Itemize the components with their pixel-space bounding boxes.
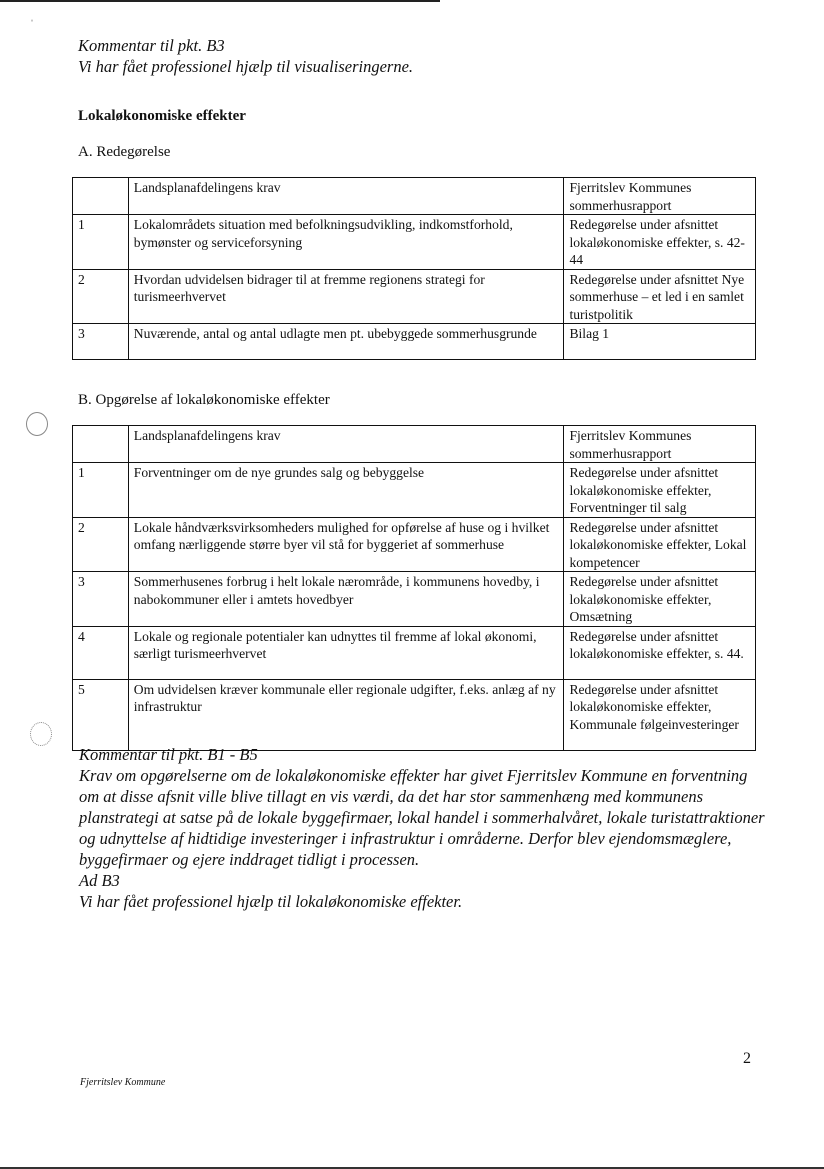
table-cell-krav: Lokalområdets situation med befolkningsudvikling, indkomstforhold, bymønster og serviceforsyning: [128, 215, 564, 270]
table-cell-krav: Om udvidelsen kræver kommunale eller regionale udgifter, f.eks. anlæg af ny infrastruktur: [128, 679, 564, 750]
table-header-rapport: Fjerritslev Kommunes sommerhusrapport: [564, 178, 756, 215]
comment-b-ad-text: Vi har fået professionel hjælp til lokaløkonomiske effekter.: [79, 892, 463, 911]
table-cell-ref: Redegørelse under afsnittet lokaløkonomiske effekter, Forventninger til salg: [564, 463, 756, 518]
table-header-rapport: Fjerritslev Kommunes sommerhusrapport: [564, 426, 756, 463]
table-row: [73, 463, 756, 518]
table-row: [73, 269, 756, 324]
table-cell-num: 1: [73, 463, 129, 518]
table-cell-krav: Forventninger om de nye grundes salg og bebyggelse: [128, 463, 564, 518]
scan-mark: ˌ: [30, 8, 34, 22]
comment-b-body: Krav om opgørelserne om de lokaløkonomiske effekter har givet Fjerritslev Kommune en forventning om at disse afsnit ville blive tillagt en vis værdi, da det har stor sammenhæng med kommunens planstrategi at satse på de lokale byggefirmaer, lokal handel i sommerhalvåret, lokale turistattraktioner og udnyttelse af hidtidige investeringer i infrastruktur i områderne. Derfor blev ejendomsmæglere, byggefirmaer og ejere inddraget tidligt i processen.: [79, 766, 765, 869]
table-cell-krav: Nuværende, antal og antal udlagte men pt. ubebyggede sommerhusgrunde: [128, 324, 564, 360]
table-cell-ref: Redegørelse under afsnittet lokaløkonomiske effekter, Lokal kompetencer: [564, 517, 756, 572]
punch-hole-mark: [30, 722, 52, 746]
page-number: 2: [743, 1050, 751, 1067]
table-cell-ref: Bilag 1: [564, 324, 756, 360]
comment-b-title: Kommentar til pkt. B1 - B5: [79, 745, 258, 764]
table-cell-num: 4: [73, 626, 129, 679]
section-title: Lokaløkonomiske effekter: [78, 108, 246, 124]
table-cell-num: [73, 178, 129, 215]
table-row: [73, 626, 756, 679]
table-row: [73, 215, 756, 270]
table-cell-ref: Redegørelse under afsnittet Nye sommerhuse – et led i en samlet turistpolitik: [564, 269, 756, 324]
section-b-heading: B. Opgørelse af lokaløkonomiske effekter: [78, 392, 330, 408]
table-cell-ref: Redegørelse under afsnittet lokaløkonomiske effekter, s. 42-44: [564, 215, 756, 270]
comment-b: [79, 744, 769, 912]
table-cell-num: 3: [73, 324, 129, 360]
table-header-row: [73, 178, 756, 215]
comment-b-ad-label: Ad B3: [79, 871, 120, 890]
table-row: [73, 324, 756, 360]
table-redegoerelse: [72, 177, 756, 360]
table-row: [73, 517, 756, 572]
table-cell-num: 3: [73, 572, 129, 627]
header-comment: [78, 35, 413, 77]
table-cell-num: [73, 426, 129, 463]
footer-text: Fjerritslev Kommune: [80, 1077, 166, 1088]
table-opgoerelse: [72, 425, 756, 751]
table-cell-num: 1: [73, 215, 129, 270]
table-row: [73, 679, 756, 750]
table-cell-krav: Sommerhusenes forbrug i helt lokale nærområde, i kommunens hovedby, i nabokommuner eller i amtets hovedbyer: [128, 572, 564, 627]
table-cell-num: 2: [73, 269, 129, 324]
table-cell-ref: Redegørelse under afsnittet lokaløkonomiske effekter, Omsætning: [564, 572, 756, 627]
table-header-krav: Landsplanafdelingens krav: [128, 426, 564, 463]
table-cell-ref: Redegørelse under afsnittet lokaløkonomiske effekter, s. 44.: [564, 626, 756, 679]
table-header-row: [73, 426, 756, 463]
table-cell-krav: Lokale og regionale potentialer kan udnyttes til fremme af lokal økonomi, særligt turismeerhvervet: [128, 626, 564, 679]
scan-top-edge: [0, 0, 440, 2]
table-cell-num: 5: [73, 679, 129, 750]
table-row: [73, 572, 756, 627]
section-a-heading: A. Redegørelse: [78, 144, 171, 160]
punch-hole-mark: [26, 412, 48, 436]
table-cell-num: 2: [73, 517, 129, 572]
table-header-krav: Landsplanafdelingens krav: [128, 178, 564, 215]
table-cell-krav: Lokale håndværksvirksomheders mulighed for opførelse af huse og i hvilket omfang nærliggende større byer vil stå for byggeriet af sommerhuse: [128, 517, 564, 572]
table-cell-ref: Redegørelse under afsnittet lokaløkonomiske effekter, Kommunale følgeinvesteringer: [564, 679, 756, 750]
header-comment-text: Vi har fået professionel hjælp til visualiseringerne.: [78, 57, 414, 76]
table-cell-krav: Hvordan udvidelsen bidrager til at fremme regionens strategi for turismeerhvervet: [128, 269, 564, 324]
header-comment-title: Kommentar til pkt. B3: [78, 36, 225, 55]
